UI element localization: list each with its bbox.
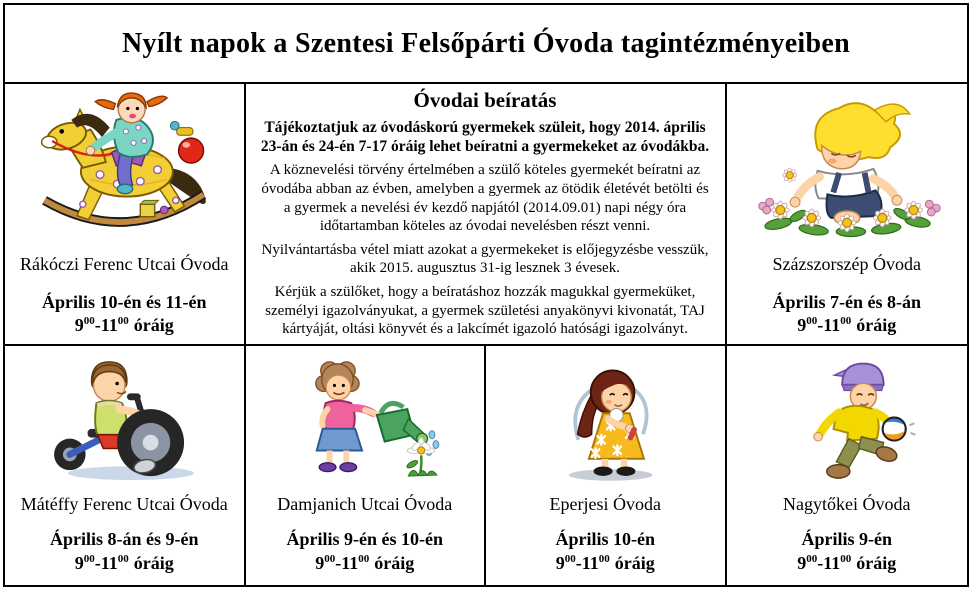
announcement-paragraph: Tájékoztatjuk az óvodáskorú gyermekek szüleit, hogy 2014. április 23-án és 24-én 7-17 óráig lehet beíratni a gyermekeket az óvodákba. bbox=[260, 119, 710, 156]
card-rakoczi bbox=[5, 84, 246, 344]
child-picking-daisies-illustration bbox=[749, 90, 945, 240]
card-mateffy bbox=[5, 346, 246, 585]
kindergarten-name: Nagytőkei Óvoda bbox=[783, 493, 911, 514]
kindergarten-name: Mátéffy Ferenc Utcai Óvoda bbox=[20, 493, 228, 514]
girl-skipping-rope-illustration bbox=[529, 352, 681, 486]
open-day-dates: Április 9-én bbox=[801, 529, 892, 550]
card-eperjesi bbox=[486, 346, 727, 585]
open-day-dates: Április 7-én és 8-án bbox=[772, 291, 921, 312]
open-day-hours: $9^{00}-11^{00}$ óráig bbox=[797, 315, 897, 336]
open-day-schedule bbox=[50, 528, 199, 575]
open-day-schedule bbox=[287, 528, 444, 575]
card-nagytokei bbox=[727, 346, 968, 585]
girl-watering-flower-illustration bbox=[286, 352, 444, 486]
girl-on-rocking-horse-illustration bbox=[33, 90, 215, 240]
bottom-row bbox=[5, 346, 967, 585]
open-day-hours: $9^{00}-11^{00}$ óráig bbox=[74, 315, 174, 336]
boy-on-tricycle-illustration bbox=[40, 352, 208, 486]
announcement-paragraph: Nyilvántartásba vétel miatt azokat a gyermekeket is előjegyzésbe vesszük, akik 2015. augusztus 31-ig lesznek 3 évesek. bbox=[261, 241, 709, 277]
middle-row bbox=[5, 84, 967, 346]
boy-kicking-ball-illustration bbox=[773, 352, 921, 486]
open-day-hours: $9^{00}-11^{00}$ óráig bbox=[555, 552, 655, 573]
open-day-schedule bbox=[42, 291, 207, 338]
open-day-hours: $9^{00}-11^{00}$ óráig bbox=[74, 552, 174, 573]
open-day-schedule bbox=[773, 291, 922, 338]
card-damjanich bbox=[246, 346, 487, 585]
open-day-hours: $9^{00}-11^{00}$ óráig bbox=[315, 552, 415, 573]
announcement-paragraph: A köznevelési törvény értelmében a szülő köteles gyermekét beíratni az óvodába abban az évben, amelyben a gyermek az ötödik életévét betölti és a gyermek a nevelési év kezdő napjától (2014.09.01) napi négy óra időtartamban köteles az óvodai nevelésben részt venni. bbox=[261, 162, 709, 235]
open-day-schedule bbox=[555, 528, 655, 575]
open-day-dates: Április 10-én bbox=[555, 529, 655, 550]
open-day-schedule bbox=[797, 528, 896, 575]
card-szazszorszep bbox=[727, 84, 968, 344]
open-day-hours: $9^{00}-11^{00}$ óráig bbox=[797, 552, 897, 573]
open-day-dates: Április 9-én és 10-én bbox=[286, 529, 443, 550]
announcement-paragraph: Kérjük a szülőket, hogy a beíratáshoz hozzák magukkal gyermeküket, személyi igazolványukat, a gyermek születési anyakönyvi kivonatát, TAJ kártyáját, oltási könyvét és a lakcímét igazoló hatósági igazolványt. bbox=[265, 284, 705, 338]
kindergarten-name: Eperjesi Óvoda bbox=[549, 493, 661, 514]
flyer-table bbox=[3, 3, 969, 587]
open-day-dates: Április 8-án és 9-én bbox=[50, 529, 199, 550]
announcement-heading: Óvodai beíratás bbox=[413, 88, 557, 112]
open-day-dates: Április 10-én és 11-én bbox=[42, 291, 207, 312]
kindergarten-name: Százszorszép Óvoda bbox=[772, 254, 921, 274]
kindergarten-name: Damjanich Utcai Óvoda bbox=[277, 493, 453, 514]
page-title: Nyílt napok a Szentesi Felsőpárti Óvoda tagintézményeiben bbox=[122, 27, 850, 59]
announcement-panel bbox=[246, 84, 727, 344]
kindergarten-name: Rákóczi Ferenc Utcai Óvoda bbox=[20, 254, 229, 274]
title-row bbox=[5, 5, 967, 84]
